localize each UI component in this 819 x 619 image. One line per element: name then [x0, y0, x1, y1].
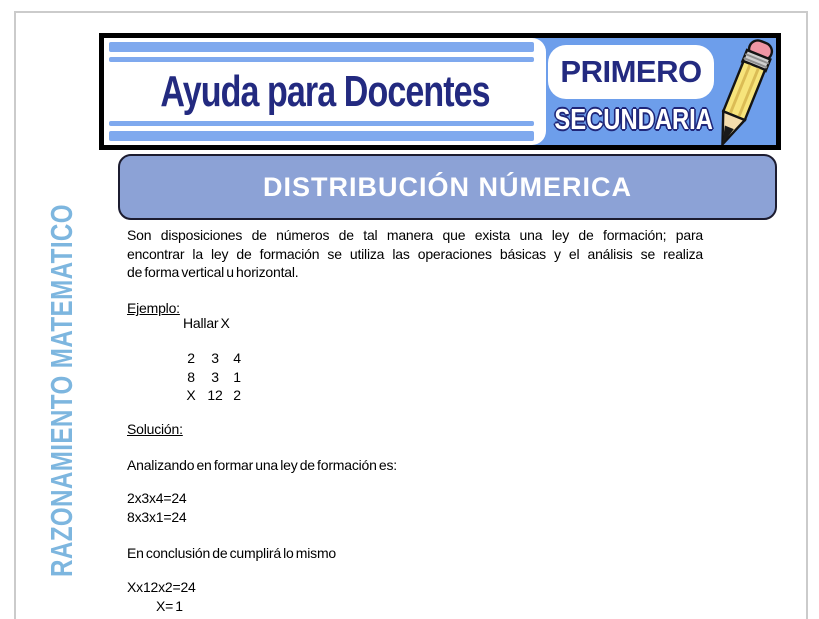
conclusion-line: En conclusión de cumplirá lo mismo: [127, 545, 337, 561]
analysis-line: Analizando en formar una ley de formación es:: [127, 457, 397, 473]
intro-line-2: encontrar la ley de formación se utiliza las operaciones básicas y el análisis se realiza: [127, 245, 703, 262]
intro-line-1: Son disposiciones de números de tal manera que exista una ley de formación; para: [127, 227, 703, 243]
grade-label: PRIMERO: [560, 54, 702, 89]
stage-label: SECUNDARIA: [554, 103, 714, 136]
brand-stripe-bottom-thin: [109, 121, 534, 126]
matrix-cell: 2: [233, 387, 241, 403]
intro-paragraph: [127, 226, 703, 282]
header-banner: [99, 33, 781, 150]
page-frame-right: [806, 11, 808, 619]
page-frame-top: [14, 11, 808, 13]
equations-block: [127, 489, 187, 527]
intro-line-3: de forma vertical u horizontal.: [127, 264, 299, 281]
stage-badge: [548, 100, 720, 140]
equation-line-1: 2x3x4=24: [127, 490, 187, 506]
example-prompt: Hallar X: [183, 315, 230, 331]
grade-badge: [548, 45, 714, 99]
example-heading: Ejemplo:: [127, 300, 180, 316]
matrix-cell: 8: [187, 368, 195, 385]
matrix-cell: 2: [187, 350, 195, 366]
matrix-cell: 12: [207, 387, 223, 403]
page-title: DISTRIBUCIÓN NÚMERICA: [263, 171, 632, 202]
brand-stripe-top-thick: [109, 42, 534, 52]
vertical-course-label: [44, 99, 80, 577]
number-matrix: [180, 349, 246, 405]
page-frame-left: [14, 11, 16, 619]
matrix-cell: 1: [233, 368, 241, 385]
matrix-cell: 4: [233, 350, 241, 366]
pencil-icon: [696, 36, 781, 150]
equation-line-2: 8x3x1=24: [127, 509, 187, 525]
matrix-cell: 3: [211, 368, 219, 385]
solution-heading: Solución:: [127, 421, 183, 437]
final-equation: Xx12x2=24: [127, 579, 196, 595]
matrix-cell: X: [186, 387, 196, 403]
title-bar: [118, 154, 777, 220]
final-answer: X= 1: [156, 598, 183, 614]
brand-stripe-bottom-thick: [109, 131, 534, 141]
brand-label: Ayuda para Docentes: [160, 67, 490, 116]
vertical-course-label-text: RAZONAMIENTO MATEMATICO: [44, 204, 79, 577]
brand-band: [104, 38, 546, 145]
brand-logo-text: [104, 62, 546, 122]
matrix-cell: 3: [211, 350, 219, 366]
